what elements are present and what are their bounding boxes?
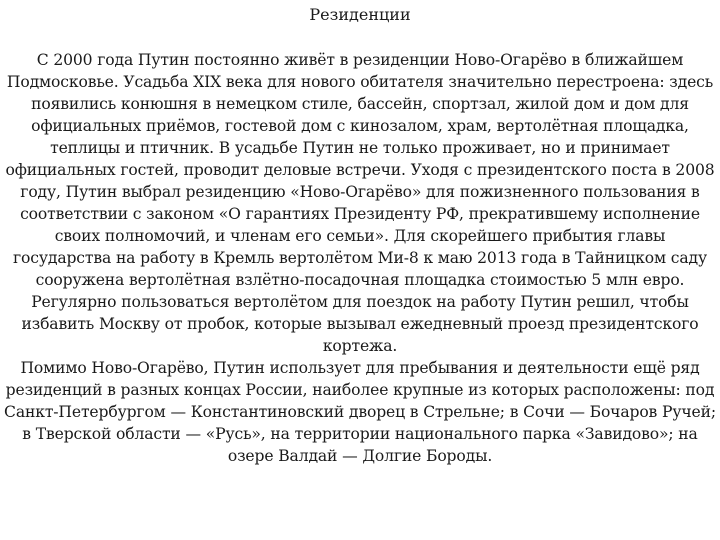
paragraph-other-residences: Помимо Ново-Огарёво, Путин использует для пребывания и деятельности ещё ряд резиденций в разных концах России, наиболее крупные из которых расположены: под Санкт-Петербургом — Константиновский дворец в Стрельне; в Сочи — Бочаров Ручей; в Тверской области — «Русь», на территории национального парка «Завидово»; на озере Валдай — Долгие Бороды. bbox=[4, 359, 716, 465]
document-body bbox=[4, 49, 716, 467]
document-title: Резиденции bbox=[309, 5, 411, 24]
paragraph-novo-ogaryovo: С 2000 года Путин постоянно живёт в резиденции Ново-Огарёво в ближайшем Подмосковье. Усадьба XIX века для нового обитателя значительно перестроена: здесь появились конюшня в немецком стиле, бассейн, спортзал, жилой дом и дом для официальных приёмов, гостевой дом с кинозалом, храм, вертолётная площадка, теплицы и птичник. В усадьбе Путин не только проживает, но и принимает официальных гостей, проводит деловые встречи. Уходя с президентского поста в 2008 году, Путин выбрал резиденцию «Ново-Огарёво» для пожизненного пользования в соответствии с законом «О гарантиях Президенту РФ, прекратившему исполнение своих полномочий, и членам его семьи». Для скорейшего прибытия главы государства на работу в Кремль вертолётом Ми-8 к маю 2013 года в Тайницком саду сооружена вертолётная взлётно-посадочная площадка стоимостью 5 млн евро. Регулярно пользоваться вертолётом для поездок на работу Путин решил, чтобы избавить Москву от пробок, которые вызывал ежедневный проезд президентского кортежа. bbox=[5, 51, 715, 355]
